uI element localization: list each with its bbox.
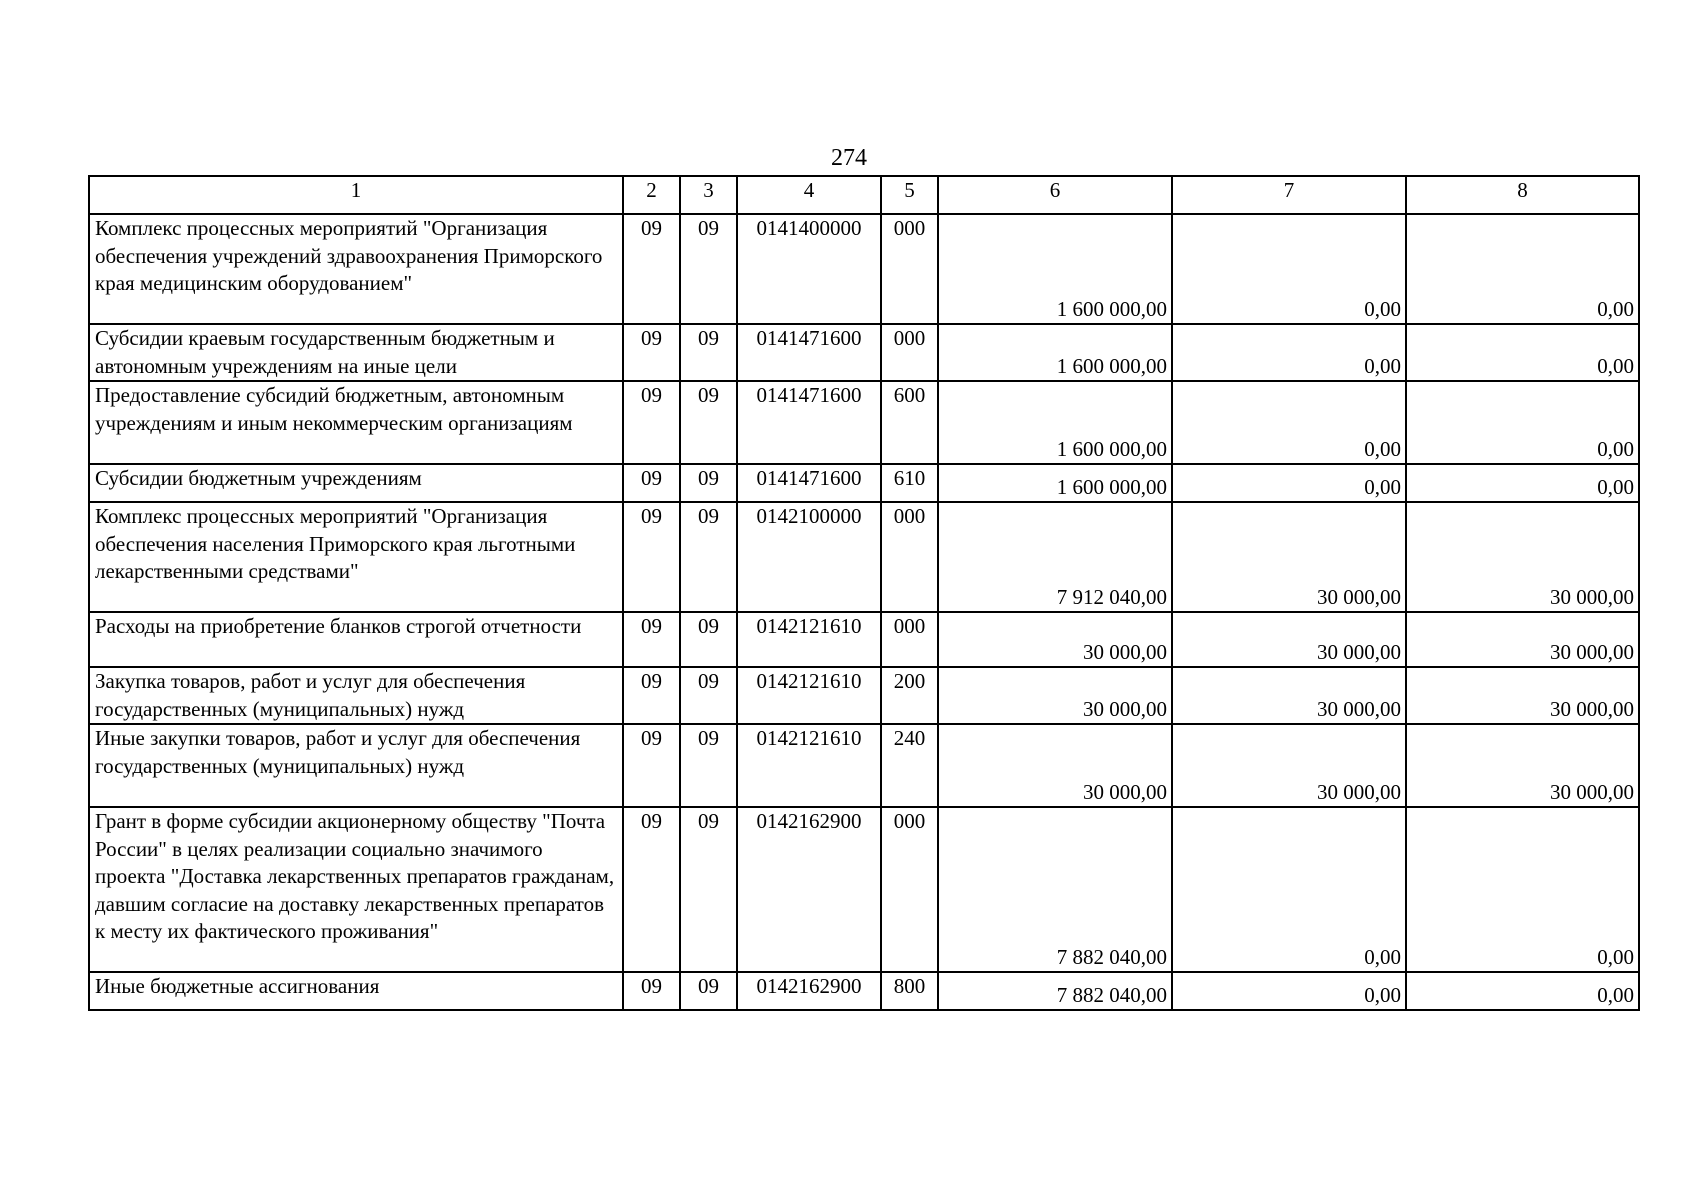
row-amount-8: 0,00 <box>1406 972 1639 1010</box>
row-amount-7: 0,00 <box>1172 972 1406 1010</box>
table-row <box>89 724 1639 807</box>
row-section: 09 <box>623 807 680 972</box>
row-subsection: 09 <box>680 214 737 324</box>
row-section: 09 <box>623 214 680 324</box>
row-subsection: 09 <box>680 381 737 464</box>
row-amount-6: 1 600 000,00 <box>938 381 1172 464</box>
header-row <box>89 176 1639 214</box>
row-amount-7: 30 000,00 <box>1172 724 1406 807</box>
row-name: Субсидии краевым государственным бюджетным и автономным учреждениям на иные цели <box>89 324 623 381</box>
row-expense-type: 610 <box>881 464 938 502</box>
header-col-2: 2 <box>623 176 680 214</box>
row-amount-8: 0,00 <box>1406 807 1639 972</box>
table-header <box>89 176 1639 214</box>
header-col-8: 8 <box>1406 176 1639 214</box>
row-expense-type: 000 <box>881 502 938 612</box>
table-row <box>89 381 1639 464</box>
row-section: 09 <box>623 972 680 1010</box>
row-subsection: 09 <box>680 667 737 724</box>
row-expense-type: 200 <box>881 667 938 724</box>
row-amount-8: 0,00 <box>1406 464 1639 502</box>
table-row <box>89 502 1639 612</box>
row-section: 09 <box>623 667 680 724</box>
table-row <box>89 667 1639 724</box>
table-row <box>89 214 1639 324</box>
row-target-code: 0142162900 <box>737 807 881 972</box>
row-amount-7: 30 000,00 <box>1172 667 1406 724</box>
row-amount-6: 7 882 040,00 <box>938 972 1172 1010</box>
table-body <box>89 214 1639 1010</box>
row-section: 09 <box>623 324 680 381</box>
row-amount-8: 30 000,00 <box>1406 502 1639 612</box>
row-expense-type: 600 <box>881 381 938 464</box>
table-row <box>89 612 1639 667</box>
row-amount-8: 30 000,00 <box>1406 667 1639 724</box>
row-amount-8: 0,00 <box>1406 324 1639 381</box>
row-amount-6: 30 000,00 <box>938 667 1172 724</box>
header-col-6: 6 <box>938 176 1172 214</box>
row-amount-7: 30 000,00 <box>1172 612 1406 667</box>
row-section: 09 <box>623 502 680 612</box>
row-amount-8: 0,00 <box>1406 214 1639 324</box>
row-amount-6: 30 000,00 <box>938 724 1172 807</box>
row-subsection: 09 <box>680 807 737 972</box>
row-name: Грант в форме субсидии акционерному обществу "Почта России" в целях реализации социально значимого проекта "Доставка лекарственных препаратов гражданам, давшим согласие на доставку лекарственных препаратов к месту их фактического проживания" <box>89 807 623 972</box>
row-section: 09 <box>623 612 680 667</box>
row-amount-7: 0,00 <box>1172 214 1406 324</box>
row-expense-type: 000 <box>881 214 938 324</box>
row-amount-6: 7 882 040,00 <box>938 807 1172 972</box>
row-amount-7: 0,00 <box>1172 324 1406 381</box>
row-target-code: 0142100000 <box>737 502 881 612</box>
row-target-code: 0142121610 <box>737 667 881 724</box>
header-col-4: 4 <box>737 176 881 214</box>
row-subsection: 09 <box>680 464 737 502</box>
table-row <box>89 972 1639 1010</box>
header-col-3: 3 <box>680 176 737 214</box>
table-row <box>89 464 1639 502</box>
row-target-code: 0142121610 <box>737 724 881 807</box>
row-amount-6: 7 912 040,00 <box>938 502 1172 612</box>
row-amount-7: 0,00 <box>1172 381 1406 464</box>
row-name: Субсидии бюджетным учреждениям <box>89 464 623 502</box>
row-subsection: 09 <box>680 724 737 807</box>
row-name: Закупка товаров, работ и услуг для обеспечения государственных (муниципальных) нужд <box>89 667 623 724</box>
header-col-5: 5 <box>881 176 938 214</box>
row-expense-type: 000 <box>881 612 938 667</box>
row-expense-type: 800 <box>881 972 938 1010</box>
row-expense-type: 000 <box>881 324 938 381</box>
row-amount-7: 0,00 <box>1172 807 1406 972</box>
header-col-1: 1 <box>89 176 623 214</box>
row-target-code: 0142121610 <box>737 612 881 667</box>
row-amount-7: 30 000,00 <box>1172 502 1406 612</box>
row-name: Комплекс процессных мероприятий "Организация обеспечения населения Приморского края льготными лекарственными средствами" <box>89 502 623 612</box>
row-amount-8: 30 000,00 <box>1406 724 1639 807</box>
row-name: Предоставление субсидий бюджетным, автономным учреждениям и иным некоммерческим организациям <box>89 381 623 464</box>
row-target-code: 0141471600 <box>737 324 881 381</box>
row-section: 09 <box>623 724 680 807</box>
row-name: Комплекс процессных мероприятий "Организация обеспечения учреждений здравоохранения Приморского края медицинским оборудованием" <box>89 214 623 324</box>
row-target-code: 0141471600 <box>737 381 881 464</box>
row-amount-8: 30 000,00 <box>1406 612 1639 667</box>
row-subsection: 09 <box>680 612 737 667</box>
row-target-code: 0141400000 <box>737 214 881 324</box>
row-amount-8: 0,00 <box>1406 381 1639 464</box>
table-row <box>89 324 1639 381</box>
row-subsection: 09 <box>680 972 737 1010</box>
page-number: 274 <box>831 145 867 171</box>
row-target-code: 0141471600 <box>737 464 881 502</box>
header-col-7: 7 <box>1172 176 1406 214</box>
row-amount-6: 1 600 000,00 <box>938 214 1172 324</box>
row-amount-6: 30 000,00 <box>938 612 1172 667</box>
row-amount-7: 0,00 <box>1172 464 1406 502</box>
row-subsection: 09 <box>680 324 737 381</box>
row-section: 09 <box>623 464 680 502</box>
row-expense-type: 240 <box>881 724 938 807</box>
row-subsection: 09 <box>680 502 737 612</box>
row-expense-type: 000 <box>881 807 938 972</box>
table-row <box>89 807 1639 972</box>
row-name: Расходы на приобретение бланков строгой отчетности <box>89 612 623 667</box>
row-amount-6: 1 600 000,00 <box>938 324 1172 381</box>
row-name: Иные бюджетные ассигнования <box>89 972 623 1010</box>
row-name: Иные закупки товаров, работ и услуг для обеспечения государственных (муниципальных) нужд <box>89 724 623 807</box>
budget-table <box>88 175 1640 1011</box>
row-target-code: 0142162900 <box>737 972 881 1010</box>
row-amount-6: 1 600 000,00 <box>938 464 1172 502</box>
row-section: 09 <box>623 381 680 464</box>
